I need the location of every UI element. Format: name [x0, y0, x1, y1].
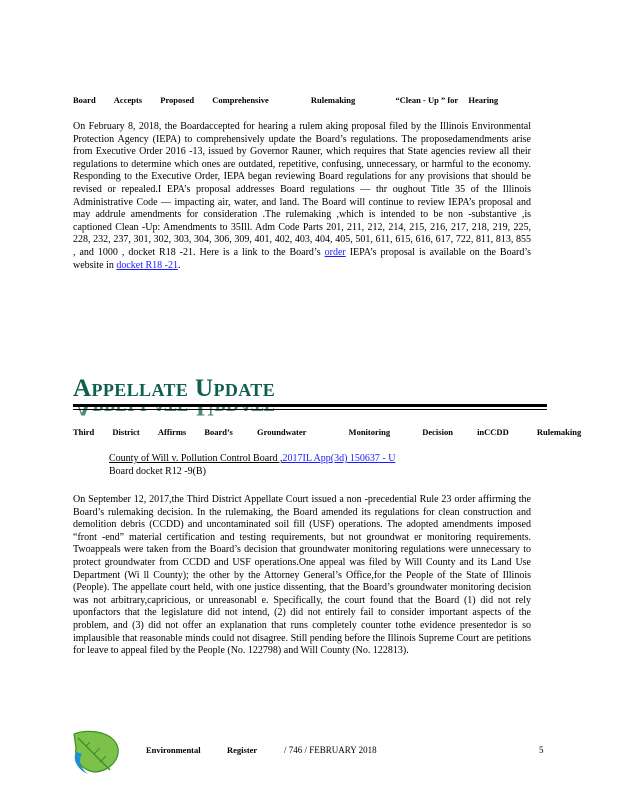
footer-issue: / 746 / FEBRUARY 2018: [284, 745, 377, 755]
case-docket: Board docket R12 -9(B): [109, 465, 206, 477]
paragraph-text: .: [177, 259, 181, 271]
article-headline-ccdd: [73, 427, 582, 437]
footer-title-word: Register: [227, 745, 258, 755]
headline-word: Groundwater: [256, 427, 307, 437]
leaf-logo-icon: [70, 726, 122, 776]
case-opinion-link[interactable]: 2017IL App(3d) 150637 - U: [282, 453, 396, 464]
headline-word: Board’s: [204, 427, 233, 437]
headline-word: Rulemaking: [536, 427, 582, 437]
article-headline-clean-up: [73, 95, 543, 105]
headline-word: Comprehensive: [212, 95, 269, 105]
article-body-ccdd: [73, 494, 531, 658]
case-name: County of Will v. Pollution Control Board ,: [109, 453, 283, 464]
headline-word: inCCDD: [477, 427, 509, 437]
article-body-clean-up: [73, 121, 531, 272]
headline-word: Decision: [422, 427, 453, 437]
footer-title-word: Environmental: [146, 745, 201, 755]
headline-word: Proposed: [160, 95, 195, 105]
headline-word: Rulemaking: [310, 95, 356, 105]
headline-word: Hearing: [468, 95, 499, 105]
headline-word: Board: [73, 95, 96, 105]
page-number: 5: [539, 745, 544, 755]
section-divider-thin: [73, 409, 547, 410]
paragraph-text: IEPA’s proposal is available on the Board’s website in: [73, 246, 532, 271]
case-citation: [109, 453, 529, 478]
docket-link[interactable]: docket R18 -21: [116, 259, 178, 271]
paragraph-text: On February 8, 2018, the Boardaccepted for hearing a rulem aking proposal filed by the Illinois Environmental Protection Agency (IEPA) to comprehensively update the Board’s regulations. The proposedamendments arise from Executive Order 2016 -13, issued by Governor Rauner, which requires that State agencies review all their regulations to determine which ones are outdated, repetitive, confusing, unnecessary, or harmful to the economy. Responding to the Executive Order, IEPA began reviewing Board regulations for any provisions that should be revised or repealed.I EPA’s proposal addresses Board regulations — thr oughout Title 35 of the Illinois Administrative Code — impacting air, water, and land. The Board will continue to review IEPA’s proposal and may addrule amendments for consideration .The rulemaking ,which is intended to be non -substantive ,is captioned Clean -Up: Amendments to 35Ill. Adm Code Parts 201, 211, 212, 214, 215, 216, 217, 218, 219, 225, 228, 232, 237, 301, 302, 303, 304, 306, 309, 401, 402, 403, 404, 405, 501, 611, 615, 616, 617, 722, 811, 813, 855 , and 1000 , docket R18 -21. Here is a link to the Board’s: [73, 121, 531, 258]
headline-word: Third: [73, 427, 95, 437]
headline-word: “Clean - Up ” for: [395, 95, 459, 105]
headline-word: Affirms: [157, 427, 187, 437]
headline-word: District: [112, 427, 140, 437]
headline-word: Accepts: [113, 95, 143, 105]
order-link[interactable]: order: [324, 246, 346, 258]
section-divider: [73, 404, 547, 407]
headline-word: Monitoring: [348, 427, 391, 437]
appellate-update-banner: [73, 373, 278, 407]
banner-title: Appellate Update: [73, 375, 276, 402]
paragraph-text: On September 12, 2017,the Third District Appellate Court issued a non -precedential Rule 23 order affirming the Board’s rulemaking decision. In the rulemaking, the Board amended its regulations for clean construction and demolition debris (CCDD) and uncontaminated soil fill (USF) operations. The adopted amendments imposed “front -end” material certification and testing requirements, but not groundwat er monitoring requirements. Twoappeals were taken from the Board’s decision that groundwater monitoring regulations were unnecessary to protect groundwater from CCDD and USF operations.One appeal was filed by Will County and its Land Use Department (Wi ll County); the other by the Attorney General’s Office,for the People of the State of Illinois (People). The appellate court held, with one justice dissenting, that the Board’s groundwater monitoring decision was not arbitrary,capricious, or unreasonabl e. Specifically, the court found that the Board (1) did not rely uponfactors that the legislature did not intend, (2) did not entirely fail to consider important aspects of the problem, and (3) did not offer an explanation that runs completely counter tothe evidence presentedor is so implausible that reasonable minds could not disagree. Still pending before the Illinois Supreme Court are petitions for leave to appeal filed by the People (No. 122798) and Will County (No. 122813).: [73, 494, 531, 657]
